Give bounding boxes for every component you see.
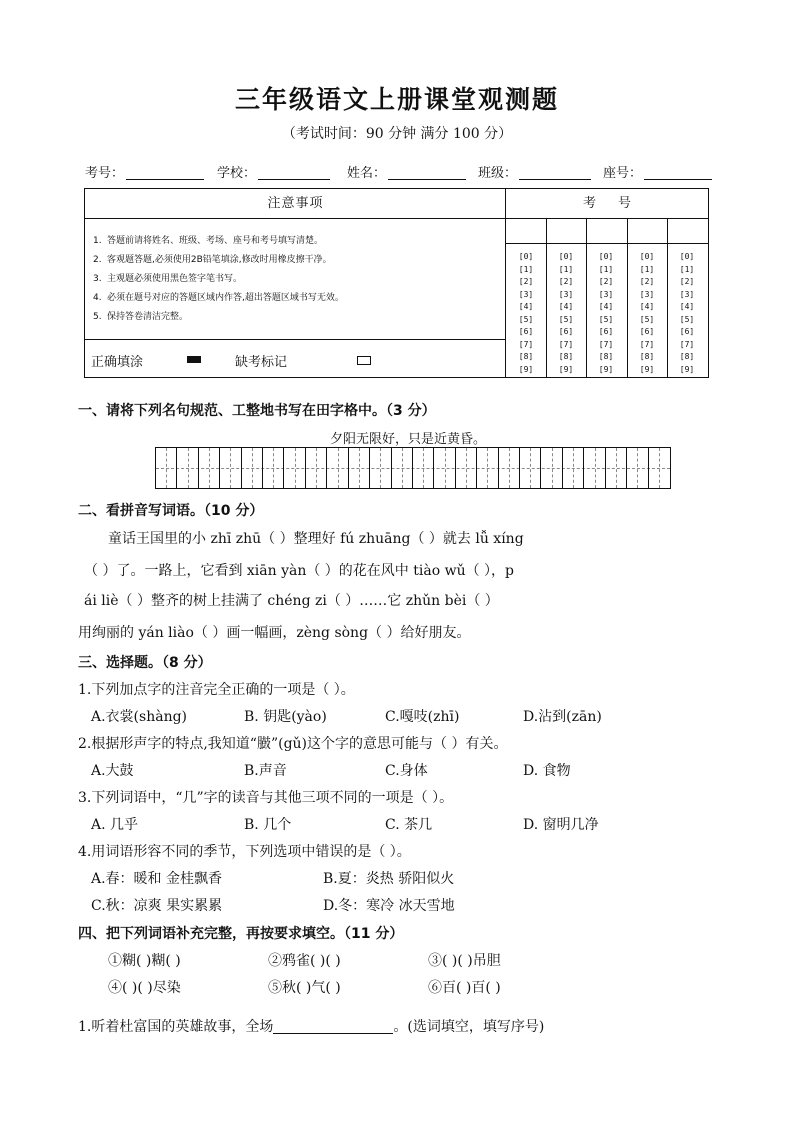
digit-bubble[interactable]: [3] — [518, 289, 534, 299]
notice-num: 2. — [93, 255, 102, 265]
section3-title: 三、选择题。（8 分） — [78, 655, 212, 671]
digit-bubble[interactable]: [4] — [518, 302, 534, 311]
page-title: 三年级语文上册课堂观测题 — [234, 85, 559, 114]
digit-bubble[interactable]: [0] — [679, 252, 695, 261]
digit-bubble-column[interactable] — [627, 251, 667, 376]
notice-list — [93, 233, 344, 328]
digit-bubble[interactable]: [1] — [598, 264, 614, 274]
grid-cell[interactable] — [156, 448, 177, 488]
digit-bubble[interactable]: [8] — [639, 352, 655, 361]
exam-no-field[interactable] — [85, 162, 204, 181]
digit-bubble[interactable]: [3] — [639, 289, 655, 299]
grid-cell[interactable] — [456, 448, 477, 488]
option-d[interactable]: D.沾到(zān) — [523, 709, 602, 725]
notice-item — [93, 271, 344, 290]
digit-bubble[interactable]: [6] — [558, 327, 574, 336]
name-blank[interactable] — [388, 166, 466, 180]
grid-cell[interactable] — [649, 448, 670, 488]
option-a[interactable]: A.春：暖和 金桂飘香 — [91, 871, 223, 887]
digit-bubble[interactable]: [4] — [639, 302, 655, 311]
pinyin-line: ái liè（ ）整齐的树上挂满了 chéng zi（ ）……它 zhǔn bèi（ ） — [84, 593, 499, 609]
school-blank[interactable] — [258, 166, 330, 180]
absent-mark-label: 缺考标记 — [235, 355, 288, 370]
option-a[interactable]: A.大鼓 — [91, 763, 134, 779]
option-d[interactable]: D.冬：寒冷 冰天雪地 — [323, 898, 455, 914]
digit-bubble[interactable]: [9] — [598, 364, 614, 374]
notice-heading: 注意事项 — [85, 189, 506, 219]
digit-bubble[interactable]: [2] — [518, 277, 534, 286]
digit-bubble[interactable]: [2] — [679, 277, 695, 286]
notice-item — [93, 290, 344, 309]
digit-bubble[interactable]: [0] — [598, 252, 614, 261]
digit-bubble[interactable]: [8] — [558, 352, 574, 361]
notice-text: 保持答卷清洁完整。 — [107, 312, 189, 322]
notice-num: 4. — [93, 293, 102, 303]
correct-fill-label: 正确填涂 — [91, 355, 144, 370]
digit-bubble[interactable]: [5] — [518, 314, 534, 324]
idiom-blank[interactable]: ④( )( )尽染 — [108, 980, 181, 996]
grid-cell[interactable] — [220, 448, 241, 488]
option-b[interactable]: B. 几个 — [244, 817, 292, 833]
seat-blank[interactable] — [644, 166, 712, 180]
correct-fill-example-icon — [187, 356, 201, 363]
digit-bubble[interactable]: [6] — [598, 327, 614, 336]
digit-bubble-column[interactable] — [667, 251, 707, 376]
notice-panel — [85, 189, 506, 377]
exam-number-panel — [506, 189, 708, 377]
name-field[interactable] — [347, 162, 466, 181]
digit-bubble[interactable]: [0] — [639, 252, 655, 261]
digit-bubble[interactable]: [8] — [679, 352, 695, 361]
notice-text: 客观题答题,必须使用2B铅笔填涂,修改时用橡皮擦干净。 — [107, 255, 332, 265]
grid-cell[interactable] — [477, 448, 498, 488]
digit-bubble[interactable]: [7] — [518, 339, 534, 349]
option-b[interactable]: B.声音 — [244, 763, 287, 779]
option-b[interactable]: B.夏：炎热 骄阳似火 — [323, 871, 455, 887]
answer-sheet-header — [84, 188, 709, 378]
digit-bubble[interactable]: [4] — [598, 302, 614, 311]
grid-cell[interactable] — [199, 448, 220, 488]
digit-bubble[interactable]: [6] — [679, 327, 695, 336]
digit-bubble[interactable]: [5] — [598, 314, 614, 324]
exam-number-heading: 考号 — [506, 189, 708, 219]
question-text: 2.根据形声字的特点,我知道“臌”(gǔ)这个字的意思可能与（ ）有关。 — [78, 736, 508, 752]
option-c[interactable]: C.嘎吱(zhī) — [385, 709, 460, 725]
exam-subtitle: （考试时间：90 分钟 满分 100 分） — [281, 126, 513, 142]
school-label: 学校： — [217, 166, 257, 181]
digit-bubble[interactable]: [7] — [598, 339, 614, 349]
idiom-blank[interactable]: ③( )( )吊胆 — [428, 953, 501, 969]
digit-bubble[interactable]: [6] — [518, 327, 534, 336]
idiom-blank[interactable]: ⑤秋( )气( ) — [268, 980, 341, 996]
digit-bubble[interactable]: [0] — [558, 252, 574, 261]
digit-bubble[interactable]: [4] — [558, 302, 574, 311]
grid-cell[interactable] — [349, 448, 370, 488]
notice-item — [93, 309, 344, 328]
question-text: 3.下列词语中，“几”字的读音与其他三项不同的一项是（ ）。 — [78, 790, 454, 806]
exam-no-blank[interactable] — [126, 166, 204, 180]
grid-cell[interactable] — [327, 448, 348, 488]
exam-number-write-row[interactable] — [506, 219, 708, 244]
digit-bubble-column[interactable] — [586, 251, 626, 376]
digit-bubble[interactable]: [5] — [679, 314, 695, 324]
grid-cell[interactable] — [606, 448, 627, 488]
fill-question-suffix: 。(选词填空，填写序号) — [393, 1019, 545, 1035]
grid-cell[interactable] — [263, 448, 284, 488]
answer-blank[interactable] — [273, 1020, 393, 1034]
digit-bubble[interactable]: [3] — [679, 289, 695, 299]
digit-bubble[interactable]: [3] — [558, 289, 574, 299]
fill-example-row — [85, 339, 506, 377]
grid-cell[interactable] — [434, 448, 455, 488]
section4-title: 四、把下列词语补充完整，再按要求填空。（11 分） — [78, 926, 404, 942]
digit-bubble[interactable]: [4] — [679, 302, 695, 311]
idiom-blank[interactable]: ①糊( )糊( ) — [108, 953, 181, 969]
grid-cell[interactable] — [584, 448, 605, 488]
exam-no-label: 考号： — [85, 166, 125, 181]
digit-bubble[interactable]: [1] — [518, 264, 534, 274]
digit-bubble[interactable]: [1] — [639, 264, 655, 274]
digit-bubble[interactable]: [9] — [639, 364, 655, 374]
digit-bubble[interactable]: [2] — [598, 277, 614, 286]
notice-item — [93, 233, 344, 252]
digit-bubble[interactable]: [7] — [679, 339, 695, 349]
option-c[interactable]: C.身体 — [385, 763, 428, 779]
question-text: 4.用词语形容不同的季节，下列选项中错误的是（ ）。 — [78, 844, 411, 860]
digit-bubble[interactable]: [5] — [558, 314, 574, 324]
model-sentence: 夕阳无限好，只是近黄昏。 — [330, 432, 487, 447]
question-text: 1.下列加点字的注音完全正确的一项是（ ）。 — [78, 682, 355, 698]
idiom-blank[interactable]: ⑥百( )百( ) — [428, 980, 501, 996]
name-label: 姓名： — [347, 166, 387, 181]
option-d[interactable]: D. 食物 — [523, 763, 571, 779]
option-c[interactable]: C.秋：凉爽 果实累累 — [91, 898, 223, 914]
grid-cell[interactable] — [242, 448, 263, 488]
grid-cell[interactable] — [627, 448, 648, 488]
notice-item — [93, 252, 344, 271]
notice-text: 答题前请将姓名、班级、考场、座号和考号填写清楚。 — [107, 236, 324, 246]
seat-label: 座号： — [603, 166, 643, 181]
grid-cell[interactable] — [563, 448, 584, 488]
digit-bubble[interactable]: [5] — [639, 314, 655, 324]
digit-bubble[interactable]: [1] — [558, 264, 574, 274]
grid-cell[interactable] — [413, 448, 434, 488]
digit-bubble[interactable]: [8] — [518, 352, 534, 361]
digit-bubble-column[interactable] — [546, 251, 586, 376]
notice-num: 3. — [93, 274, 102, 284]
option-c[interactable]: C. 茶几 — [385, 817, 433, 833]
pinyin-line: 用绚丽的 yán liào（ ）画一幅画，zèng sòng（ ）给好朋友。 — [78, 625, 471, 641]
fill-question-text: 1.听着杜富国的英雄故事，全场 — [78, 1019, 274, 1035]
class-label: 班级： — [478, 166, 518, 181]
option-a[interactable]: A. 几乎 — [91, 817, 139, 833]
idiom-blank[interactable]: ②鸦雀( )( ) — [268, 953, 341, 969]
notice-text: 必须在题号对应的答题区域内作答,超出答题区域书写无效。 — [107, 293, 344, 303]
digit-bubble[interactable]: [7] — [639, 339, 655, 349]
grid-cell[interactable] — [499, 448, 520, 488]
section1-title: 一、请将下列名句规范、工整地书写在田字格中。（3 分） — [78, 403, 436, 419]
grid-cell[interactable] — [306, 448, 327, 488]
pinyin-line: （ ）了。一路上，它看到 xiān yàn（ ）的花在风中 tiào wǔ（ ），p — [84, 563, 514, 579]
class-blank[interactable] — [519, 166, 591, 180]
digit-bubble[interactable]: [6] — [639, 327, 655, 336]
digit-bubble[interactable]: [7] — [558, 339, 574, 349]
section2-title: 二、看拼音写词语。（10 分） — [78, 503, 264, 519]
option-b[interactable]: B. 钥匙(yào) — [244, 709, 327, 725]
fill-question — [78, 1016, 544, 1036]
digit-bubble[interactable]: [8] — [598, 352, 614, 361]
class-field[interactable] — [478, 162, 591, 181]
grid-cell[interactable] — [285, 448, 306, 488]
grid-cell[interactable] — [392, 448, 413, 488]
grid-cell[interactable] — [177, 448, 198, 488]
student-info-row — [85, 162, 710, 184]
digit-bubble[interactable]: [2] — [639, 277, 655, 286]
notice-num: 5. — [93, 312, 102, 322]
option-d[interactable]: D. 窗明几净 — [523, 817, 599, 833]
digit-bubble[interactable]: [1] — [679, 264, 695, 274]
grid-cell[interactable] — [542, 448, 563, 488]
digit-bubble[interactable]: [9] — [518, 364, 534, 374]
digit-bubble-column[interactable] — [506, 251, 546, 376]
grid-cell[interactable] — [520, 448, 541, 488]
pinyin-line: 童话王国里的小 zhī zhū（ ）整理好 fú zhuāng（ ）就去 lǚ xíng — [108, 531, 524, 547]
grid-cell[interactable] — [370, 448, 391, 488]
school-field[interactable] — [217, 162, 330, 181]
tianzige-writing-grid[interactable] — [155, 447, 671, 489]
seat-field[interactable] — [603, 162, 712, 181]
notice-num: 1. — [93, 236, 102, 246]
digit-bubble[interactable]: [0] — [518, 252, 534, 261]
digit-bubble[interactable]: [3] — [598, 289, 614, 299]
digit-bubble[interactable]: [2] — [558, 277, 574, 286]
absent-mark-checkbox[interactable] — [357, 356, 371, 365]
option-a[interactable]: A.衣裳(shàng) — [91, 709, 188, 725]
digit-bubble[interactable]: [9] — [679, 364, 695, 374]
digit-bubble[interactable]: [9] — [558, 364, 574, 374]
notice-text: 主观题必须使用黑色签字笔书写。 — [107, 274, 243, 284]
